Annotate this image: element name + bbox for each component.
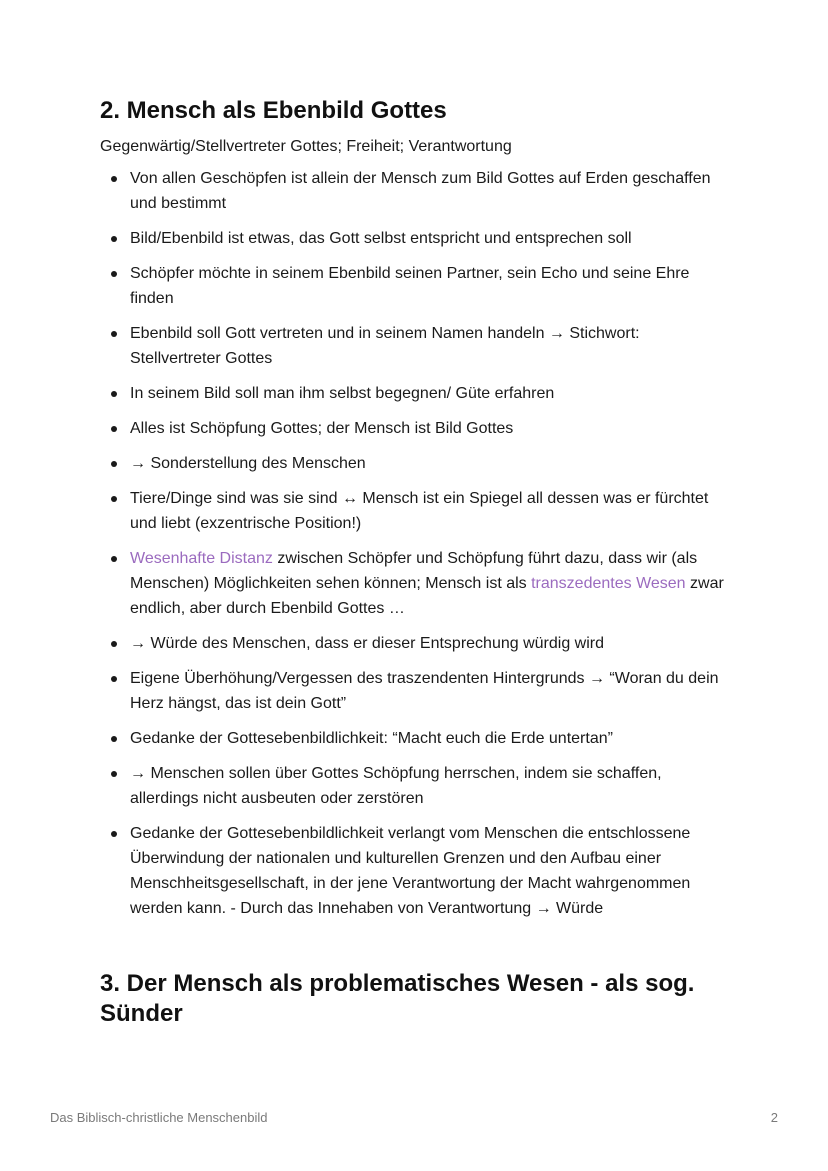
- bullet-icon: [111, 461, 117, 467]
- bullet-icon: [111, 556, 117, 562]
- document-body: [100, 96, 730, 1029]
- bullet-icon: [111, 236, 117, 242]
- list-item: Wesenhafte Distanz zwischen Schöpfer und Schöpfung führt dazu, dass wir (als Menschen) Möglichkeiten sehen können; Mensch ist als transzedentes Wesen zwar endlich, aber durch Ebenbild Gottes …: [100, 546, 730, 621]
- list-item: Gedanke der Gottesebenbildlichkeit verlangt vom Menschen die entschlossene Überwindung der nationalen und kulturellen Grenzen und den Aufbau einer Menschheitsgesellschaft, in der jene Verantwortung der Macht wahrgenommen werden kann. - Durch das Innehaben von Verantwortung → Würde: [100, 821, 730, 921]
- page-number: 2: [770, 1110, 778, 1125]
- list-item: In seinem Bild soll man ihm selbst begegnen/ Güte erfahren: [100, 381, 730, 406]
- highlighted-term: Wesenhafte Distanz: [130, 550, 273, 567]
- bullet-icon: [111, 831, 117, 837]
- bullet-icon: [111, 641, 117, 647]
- list-item: → Sonderstellung des Menschen: [100, 451, 730, 476]
- section-heading-3: 3. Der Mensch als problematisches Wesen - als sog. Sünder: [100, 970, 695, 1027]
- bullet-icon: [111, 496, 117, 502]
- list-item: Von allen Geschöpfen ist allein der Mensch zum Bild Gottes auf Erden geschaffen und bestimmt: [100, 166, 730, 216]
- bullet-icon: [111, 676, 117, 682]
- highlighted-term: transzedentes Wesen: [531, 575, 686, 592]
- list-item: Gedanke der Gottesebenbildlichkeit: “Macht euch die Erde untertan”: [100, 726, 730, 751]
- bullet-icon: [111, 271, 117, 277]
- bullet-icon: [111, 426, 117, 432]
- list-item: Ebenbild soll Gott vertreten und in seinem Namen handeln → Stichwort: Stellvertreter Gottes: [100, 321, 730, 371]
- list-item: Tiere/Dinge sind was sie sind ↔ Mensch ist ein Spiegel all dessen was er fürchtet und liebt (exzentrische Position!): [100, 486, 730, 536]
- list-item: Schöpfer möchte in seinem Ebenbild seinen Partner, sein Echo und seine Ehre finden: [100, 261, 730, 311]
- section-subtitle: Gegenwärtig/Stellvertreter Gottes; Freiheit; Verantwortung: [100, 138, 512, 155]
- list-item: Alles ist Schöpfung Gottes; der Mensch ist Bild Gottes: [100, 416, 730, 441]
- list-item: Eigene Überhöhung/Vergessen des traszendenten Hintergrunds → “Woran du dein Herz hängst, das ist dein Gott”: [100, 666, 730, 716]
- section-heading-2: 2. Mensch als Ebenbild Gottes: [100, 97, 447, 124]
- footer-title: Das Biblisch-christliche Menschenbild: [50, 1110, 268, 1125]
- list-item: Bild/Ebenbild ist etwas, das Gott selbst entspricht und entsprechen soll: [100, 226, 730, 251]
- bullet-icon: [111, 736, 117, 742]
- bullet-icon: [111, 391, 117, 397]
- bullet-list: [100, 166, 730, 921]
- list-item: → Würde des Menschen, dass er dieser Entsprechung würdig wird: [100, 631, 730, 656]
- bullet-icon: [111, 176, 117, 182]
- bullet-icon: [111, 771, 117, 777]
- list-item: → Menschen sollen über Gottes Schöpfung herrschen, indem sie schaffen, allerdings nicht ausbeuten oder zerstören: [100, 761, 730, 811]
- bullet-icon: [111, 331, 117, 337]
